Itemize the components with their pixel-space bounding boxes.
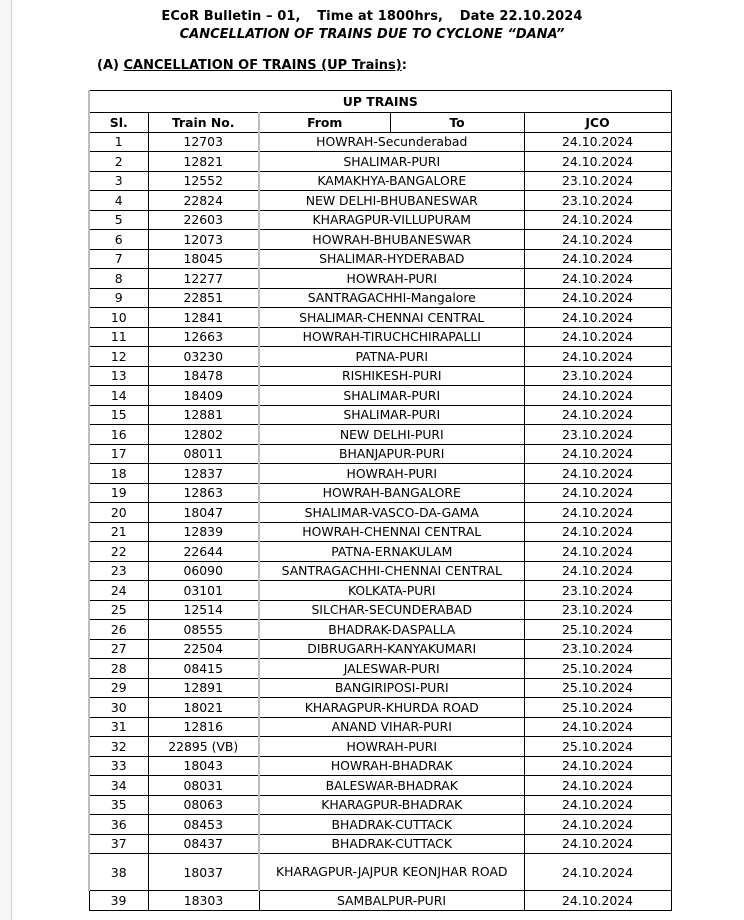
table-row <box>89 522 671 542</box>
table-row <box>89 698 671 718</box>
table-row <box>89 639 671 659</box>
cell-sl: 13 <box>89 366 148 386</box>
page-margin-strip <box>0 0 12 920</box>
cell-route: SANTRAGACHHI-Mangalore <box>259 288 524 308</box>
cell-jco: 25.10.2024 <box>524 698 671 718</box>
cell-sl: 25 <box>89 600 148 620</box>
cell-sl: 12 <box>89 347 148 367</box>
cell-jco: 24.10.2024 <box>524 522 671 542</box>
cell-sl: 23 <box>89 561 148 581</box>
cell-sl: 2 <box>89 152 148 172</box>
cell-route: HOWRAH-TIRUCHCHIRAPALLI <box>259 327 524 347</box>
cell-route: HOWRAH-BHUBANESWAR <box>259 230 524 250</box>
bulletin-subtitle: CANCELLATION OF TRAINS DUE TO CYCLONE “DANA” <box>179 27 565 42</box>
cell-jco: 24.10.2024 <box>524 132 671 152</box>
cell-train-no: 12821 <box>148 152 259 172</box>
cell-sl: 5 <box>89 210 148 230</box>
cell-sl: 10 <box>89 308 148 328</box>
cell-jco: 24.10.2024 <box>524 542 671 562</box>
cell-route: SHALIMAR-PURI <box>259 152 524 172</box>
cell-route: DIBRUGARH-KANYAKUMARI <box>259 639 524 659</box>
cell-jco: 23.10.2024 <box>524 639 671 659</box>
cell-route: BHANJAPUR-PURI <box>259 444 524 464</box>
cell-sl: 16 <box>89 425 148 445</box>
cell-route: BALESWAR-BHADRAK <box>259 776 524 796</box>
cell-train-no: 12663 <box>148 327 259 347</box>
cell-jco: 24.10.2024 <box>524 891 671 911</box>
cell-train-no: 22824 <box>148 191 259 211</box>
cell-train-no: 08031 <box>148 776 259 796</box>
cell-route: KHARAGPUR-JAJPUR KEONJHAR ROAD <box>259 854 524 891</box>
table-row <box>89 815 671 835</box>
cell-sl: 36 <box>89 815 148 835</box>
table-row <box>89 620 671 640</box>
cell-train-no: 12816 <box>148 717 259 737</box>
cell-jco: 24.10.2024 <box>524 464 671 484</box>
cell-sl: 38 <box>89 854 148 891</box>
cell-route: KHARAGPUR-KHURDA ROAD <box>259 698 524 718</box>
table-row <box>89 483 671 503</box>
cell-sl: 17 <box>89 444 148 464</box>
cell-jco: 23.10.2024 <box>524 425 671 445</box>
cell-jco: 24.10.2024 <box>524 756 671 776</box>
cell-train-no: 12703 <box>148 132 259 152</box>
table-row <box>89 347 671 367</box>
cell-sl: 28 <box>89 659 148 679</box>
cell-sl: 9 <box>89 288 148 308</box>
cell-sl: 39 <box>89 891 148 911</box>
section-prefix: (A) <box>97 58 124 73</box>
cell-sl: 26 <box>89 620 148 640</box>
bulletin-number: ECoR Bulletin – 01, <box>161 9 301 24</box>
cell-route: SANTRAGACHHI-CHENNAI CENTRAL <box>259 561 524 581</box>
cell-sl: 33 <box>89 756 148 776</box>
cell-jco: 23.10.2024 <box>524 581 671 601</box>
table-row <box>89 678 671 698</box>
cell-route: NEW DELHI-PURI <box>259 425 524 445</box>
cell-train-no: 08415 <box>148 659 259 679</box>
cell-sl: 19 <box>89 483 148 503</box>
cell-route: HOWRAH-BHADRAK <box>259 756 524 776</box>
cell-train-no: 08453 <box>148 815 259 835</box>
table-row <box>89 891 671 911</box>
cell-train-no: 18045 <box>148 249 259 269</box>
cell-route: BHADRAK-CUTTACK <box>259 834 524 854</box>
bulletin-date: Date 22.10.2024 <box>459 9 583 24</box>
table-row <box>89 503 671 523</box>
table-row <box>89 308 671 328</box>
table-row <box>89 425 671 445</box>
cell-jco: 24.10.2024 <box>524 210 671 230</box>
cell-route: HOWRAH-PURI <box>259 737 524 757</box>
table-row <box>89 269 671 289</box>
cell-train-no: 03230 <box>148 347 259 367</box>
cell-jco: 24.10.2024 <box>524 269 671 289</box>
cell-jco: 23.10.2024 <box>524 171 671 191</box>
cell-route: HOWRAH-PURI <box>259 464 524 484</box>
table-row <box>89 854 671 891</box>
cell-train-no: 18037 <box>148 854 259 891</box>
cell-train-no: 06090 <box>148 561 259 581</box>
cell-jco: 24.10.2024 <box>524 327 671 347</box>
cell-train-no: 18303 <box>148 891 259 911</box>
cell-jco: 24.10.2024 <box>524 405 671 425</box>
table-row <box>89 405 671 425</box>
cell-sl: 31 <box>89 717 148 737</box>
cell-train-no: 08063 <box>148 795 259 815</box>
cell-train-no: 18478 <box>148 366 259 386</box>
cell-jco: 24.10.2024 <box>524 561 671 581</box>
table-title-row <box>89 91 671 113</box>
table-header-row <box>89 113 671 133</box>
cell-sl: 22 <box>89 542 148 562</box>
cell-jco: 24.10.2024 <box>524 308 671 328</box>
cell-route: NEW DELHI-BHUBANESWAR <box>259 191 524 211</box>
cell-train-no: 18047 <box>148 503 259 523</box>
cell-train-no: 12073 <box>148 230 259 250</box>
cell-route: HOWRAH-CHENNAI CENTRAL <box>259 522 524 542</box>
cell-route: JALESWAR-PURI <box>259 659 524 679</box>
cell-sl: 8 <box>89 269 148 289</box>
cell-jco: 24.10.2024 <box>524 717 671 737</box>
cell-sl: 11 <box>89 327 148 347</box>
cell-route: SILCHAR-SECUNDERABAD <box>259 600 524 620</box>
cell-train-no: 12277 <box>148 269 259 289</box>
cell-sl: 30 <box>89 698 148 718</box>
table-row <box>89 834 671 854</box>
cell-jco: 24.10.2024 <box>524 776 671 796</box>
cell-train-no: 22644 <box>148 542 259 562</box>
cell-jco: 25.10.2024 <box>524 620 671 640</box>
table-row <box>89 795 671 815</box>
cell-jco: 23.10.2024 <box>524 600 671 620</box>
cell-train-no: 12863 <box>148 483 259 503</box>
cell-route: SHALIMAR-PURI <box>259 405 524 425</box>
table-row <box>89 152 671 172</box>
cell-jco: 25.10.2024 <box>524 678 671 698</box>
cell-jco: 24.10.2024 <box>524 444 671 464</box>
cell-route: SHALIMAR-HYDERABAD <box>259 249 524 269</box>
cell-route: SHALIMAR-CHENNAI CENTRAL <box>259 308 524 328</box>
table-row <box>89 210 671 230</box>
cell-jco: 24.10.2024 <box>524 503 671 523</box>
table-row <box>89 386 671 406</box>
cell-sl: 6 <box>89 230 148 250</box>
cell-sl: 4 <box>89 191 148 211</box>
bulletin-time: Time at 1800hrs, <box>317 9 444 24</box>
column-header-sl: Sl. <box>89 113 148 133</box>
cell-train-no: 12881 <box>148 405 259 425</box>
cell-jco: 24.10.2024 <box>524 152 671 172</box>
table-row <box>89 737 671 757</box>
cell-sl: 24 <box>89 581 148 601</box>
cell-route: ANAND VIHAR-PURI <box>259 717 524 737</box>
cell-route: BHADRAK-DASPALLA <box>259 620 524 640</box>
cell-sl: 29 <box>89 678 148 698</box>
section-heading <box>97 58 407 73</box>
cell-sl: 27 <box>89 639 148 659</box>
cell-train-no: 22851 <box>148 288 259 308</box>
cell-route: SAMBALPUR-PURI <box>259 891 524 911</box>
column-header-from: From <box>259 113 390 133</box>
table-row <box>89 600 671 620</box>
cell-jco: 23.10.2024 <box>524 191 671 211</box>
cell-route: SHALIMAR-PURI <box>259 386 524 406</box>
cell-jco: 24.10.2024 <box>524 386 671 406</box>
cell-sl: 18 <box>89 464 148 484</box>
cell-jco: 24.10.2024 <box>524 834 671 854</box>
cell-route: HOWRAH-PURI <box>259 269 524 289</box>
cell-jco: 24.10.2024 <box>524 815 671 835</box>
cell-jco: 23.10.2024 <box>524 366 671 386</box>
cell-jco: 24.10.2024 <box>524 854 671 891</box>
table-row <box>89 756 671 776</box>
table-row <box>89 249 671 269</box>
cell-sl: 32 <box>89 737 148 757</box>
table-row <box>89 542 671 562</box>
cell-train-no: 12514 <box>148 600 259 620</box>
cell-train-no: 18043 <box>148 756 259 776</box>
cell-jco: 24.10.2024 <box>524 230 671 250</box>
cell-route: KOLKATA-PURI <box>259 581 524 601</box>
cell-route: SHALIMAR-VASCO-DA-GAMA <box>259 503 524 523</box>
cell-jco: 25.10.2024 <box>524 737 671 757</box>
table-row <box>89 659 671 679</box>
table-row <box>89 444 671 464</box>
cell-train-no: 12839 <box>148 522 259 542</box>
cell-jco: 24.10.2024 <box>524 249 671 269</box>
cell-train-no: 18409 <box>148 386 259 406</box>
cell-sl: 3 <box>89 171 148 191</box>
cell-route: BANGIRIPOSI-PURI <box>259 678 524 698</box>
cell-sl: 15 <box>89 405 148 425</box>
column-header-jco: JCO <box>524 113 671 133</box>
table-row <box>89 327 671 347</box>
table-row <box>89 717 671 737</box>
table-row <box>89 230 671 250</box>
cell-sl: 21 <box>89 522 148 542</box>
column-header-to: To <box>390 113 524 133</box>
cell-train-no: 08555 <box>148 620 259 640</box>
cell-route: BHADRAK-CUTTACK <box>259 815 524 835</box>
cell-route: PATNA-PURI <box>259 347 524 367</box>
table-row <box>89 288 671 308</box>
cell-jco: 24.10.2024 <box>524 483 671 503</box>
cell-route: PATNA-ERNAKULAM <box>259 542 524 562</box>
table-row <box>89 464 671 484</box>
cell-train-no: 12841 <box>148 308 259 328</box>
cell-train-no: 22895 (VB) <box>148 737 259 757</box>
cell-route: HOWRAH-BANGALORE <box>259 483 524 503</box>
table-row <box>89 581 671 601</box>
up-trains-table <box>88 90 672 911</box>
section-title: CANCELLATION OF TRAINS (UP Trains) <box>123 58 402 73</box>
cell-jco: 25.10.2024 <box>524 659 671 679</box>
cell-sl: 7 <box>89 249 148 269</box>
cell-train-no: 12891 <box>148 678 259 698</box>
cell-train-no: 12552 <box>148 171 259 191</box>
cell-sl: 14 <box>89 386 148 406</box>
table-row <box>89 776 671 796</box>
cell-route: KAMAKHYA-BANGALORE <box>259 171 524 191</box>
cell-sl: 37 <box>89 834 148 854</box>
cell-sl: 34 <box>89 776 148 796</box>
cell-sl: 20 <box>89 503 148 523</box>
table-row <box>89 191 671 211</box>
cell-sl: 1 <box>89 132 148 152</box>
cell-train-no: 22603 <box>148 210 259 230</box>
cell-jco: 24.10.2024 <box>524 347 671 367</box>
column-header-train-no: Train No. <box>148 113 259 133</box>
cell-sl: 35 <box>89 795 148 815</box>
cell-train-no: 12837 <box>148 464 259 484</box>
cell-train-no: 08437 <box>148 834 259 854</box>
table-row <box>89 171 671 191</box>
cell-route: KHARAGPUR-BHADRAK <box>259 795 524 815</box>
table-row <box>89 561 671 581</box>
cell-train-no: 12802 <box>148 425 259 445</box>
cell-train-no: 03101 <box>148 581 259 601</box>
section-suffix: : <box>401 58 407 73</box>
bulletin-header <box>0 9 744 24</box>
cell-jco: 24.10.2024 <box>524 795 671 815</box>
table-row <box>89 366 671 386</box>
table-title: UP TRAINS <box>89 91 671 113</box>
cell-route: RISHIKESH-PURI <box>259 366 524 386</box>
cell-route: HOWRAH-Secunderabad <box>259 132 524 152</box>
cell-route: KHARAGPUR-VILLUPURAM <box>259 210 524 230</box>
cell-train-no: 08011 <box>148 444 259 464</box>
cell-jco: 24.10.2024 <box>524 288 671 308</box>
table-row <box>89 132 671 152</box>
cell-train-no: 18021 <box>148 698 259 718</box>
cell-train-no: 22504 <box>148 639 259 659</box>
